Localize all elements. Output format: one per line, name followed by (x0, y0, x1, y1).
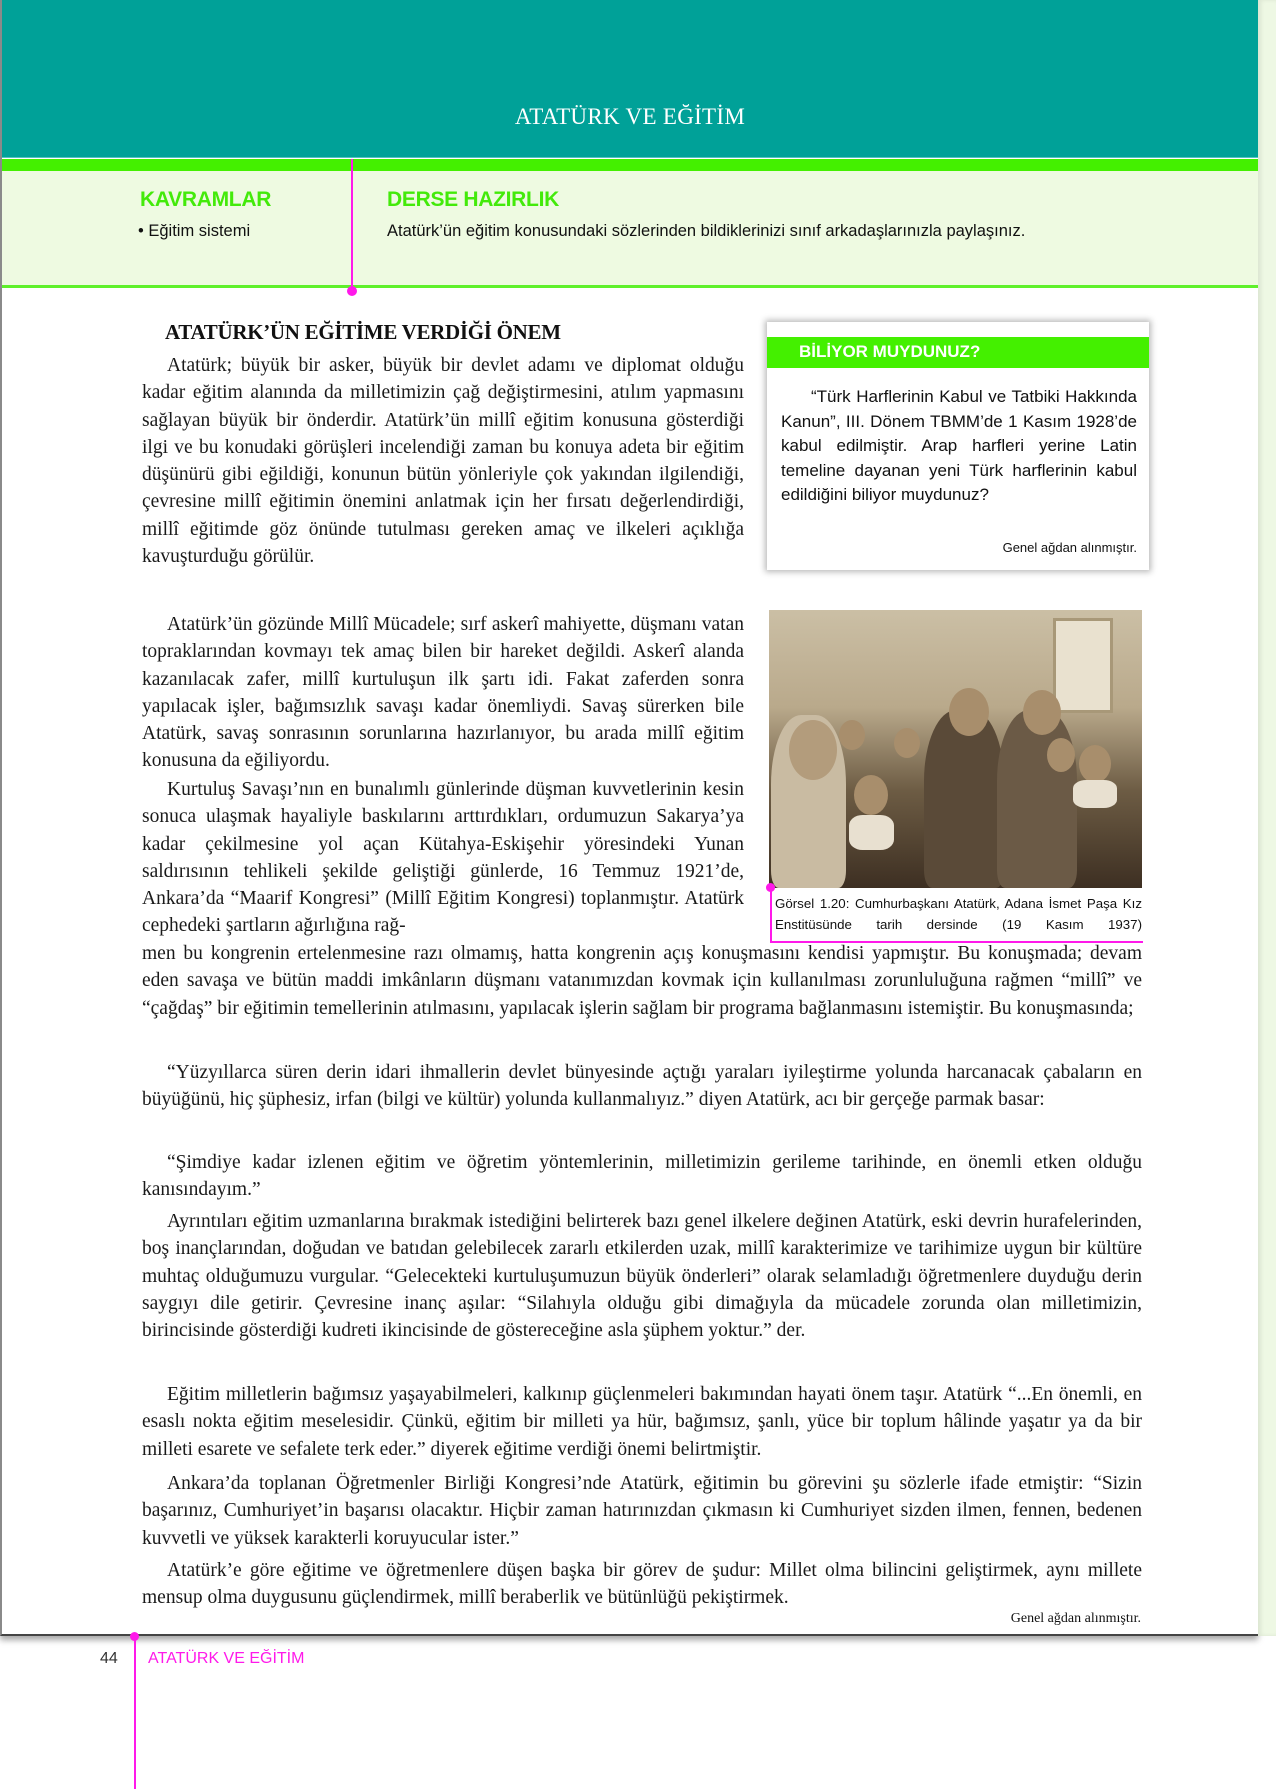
body-paragraph: Atatürk’e göre eğitime ve öğretmenlere düşen başka bir görev de şudur: Millet olma bilincini geliştirmek, aynı millete mensup olma duygusunu güçlendirmek, millî beraberlik ve bütünlüğü pekiştirmek. (142, 1560, 1142, 1609)
page-edge-strip (1258, 0, 1276, 1636)
lesson-prep-panel (2, 171, 1258, 288)
header-accent-bar (2, 159, 1258, 171)
photo-figure (854, 775, 888, 815)
panel-divider-dot (347, 286, 357, 296)
section-title: ATATÜRK’ÜN EĞİTİME VERDİĞİ ÖNEM (165, 320, 561, 344)
photo-figure (949, 688, 989, 736)
chapter-title: ATATÜRK VE EĞİTİM (514, 104, 746, 129)
chapter-header-band (2, 0, 1258, 158)
did-you-know-text: “Türk Harflerinin Kabul ve Tatbiki Hakkında Kanun”, III. Dönem TBMM’de 1 Kasım 1928’de kabul edilmiştir. Arap harfleri yerine Latin temeline dayanan yeni Türk harflerinin kabul edildiğini biliyor muydunuz? (781, 387, 1137, 504)
body-paragraph: Atatürk’ün gözünde Millî Mücadele; sırf askerî mahiyette, düşmanı vatan topraklarından kovmayı tek amaç bilen bir hareket değildi. Askerî alanda kazanılacak zafer, millî kurtuluşun ilk şartı idi. Fakat zaferden sonra yapılacak işler, bağımsızlık savaşı kadar önemliydi. Savaş sürerken bile Atatürk, savaş sonrasının sorunlarına hazırlanıyor, bu arada millî eğitim konusuna da eğiliyordu. (142, 614, 744, 772)
page-number: 44 (100, 1650, 118, 1667)
photo-figure (1073, 780, 1117, 808)
body-paragraph: Eğitim milletlerin bağımsız yaşayabilmeleri, kalkınıp güçlenmeleri bakımından hayati önem taşır. Atatürk “...En önemli, en esaslı nokta eğitim meselesidir. Çünkü, eğitim bir milleti ya hür, bağımsız, şanlı, yüce bir toplum hâlinde yaşatır ya da bir milleti esarete ve sefalete terk eder.” diyerek eğitime verdiği önemi belirtmiştir. (142, 1384, 1142, 1460)
section-source: Genel ağdan alınmıştır. (1010, 1611, 1141, 1626)
concepts-item: • Eğitim sistemi (138, 222, 251, 240)
photo-figure (924, 710, 1004, 888)
body-paragraph: Kurtuluş Savaşı’nın en bunalımlı günlerinde düşman kuvvetlerinin kesin sonuca ulaşmak hayaliyle baskılarını arttırdıkları, ordumuzun Sakarya’ya kadar çekilmesine yol açan Kütahya-Eskişehir yöresindeki Yunan saldırısının tehlikeli şekilde geliştiği günlerde, 16 Temmuz 1921’de, Ankara’da “Maarif Kongresi” (Millî Eğitim Kongresi) toplanmıştır. Atatürk cephedeki şartların ağırlığına rağ- (142, 779, 744, 937)
panel-divider-line (351, 159, 353, 290)
photo-figure (894, 728, 920, 758)
caption-frame-line (770, 941, 1143, 943)
body-paragraph: Ayrıntıları eğitim uzmanlarına bırakmak istediğini belirterek bazı genel ilkelere değinen Atatürk, eski devrin hurafelerinden, boş inançlarından, doğudan ve batıdan gelebilecek zararlı etkilerden uzak, millî karakterimize ve tarihimize uygun bir kültüre muhtaç olduğumuzu vurgular. “Gelecekteki kurtuluşumuzun büyük önderleri” olarak selamladığı öğretmenlere duyduğu derin saygıyı dile getirir. Çevresine inanç aşılar: “Silahıyla olduğu gibi dimağıyla da mücadele zorunda olan milletimizin, birincisinde gösterdiği kudreti ikincisinde de göstereceğine asla şüphem yoktur.” der. (142, 1211, 1142, 1342)
photo-caption: Görsel 1.20: Cumhurbaşkanı Atatürk, Adana İsmet Paşa Kız Enstitüsünde tarih dersinde (19 Kasım 1937) (775, 896, 1142, 932)
photo-figure (789, 720, 837, 780)
preparation-text: Atatürk’ün eğitim konusundaki sözlerinden bildiklerinizi sınıf arkadaşlarınızla paylaşınız. (387, 222, 1026, 240)
photo-window (1053, 618, 1113, 713)
did-you-know-title: BİLİYOR MUYDUNUZ? (799, 342, 981, 361)
did-you-know-source: Genel ağdan alınmıştır. (1002, 540, 1137, 555)
photo-figure (1023, 690, 1061, 735)
quote-paragraph: “Şimdiye kadar izlenen eğitim ve öğretim yöntemlerinin, milletimizin gerileme tarihinde, en önemli etken olduğu kanısındayım.” (142, 1152, 1142, 1201)
did-you-know-box (767, 322, 1149, 570)
quote-paragraph: “Yüzyıllarca süren derin idari ihmallerin devlet bünyesinde açtığı yaraları iyileştirme yolunda harcanacak çabaların en büyüğünü, hiç şüphesiz, irfan (bilgi ve kültür) yolunda kullanmalıyız.” diyen Atatürk, acı bir gerçeğe parmak basar: (142, 1062, 1142, 1111)
historical-photo (769, 610, 1142, 888)
photo-figure (1047, 738, 1075, 772)
body-paragraph: Ankara’da toplanan Öğretmenler Birliği Kongresi’nde Atatürk, eğitimin bu görevini şu sözlerle ifade etmiştir: “Sizin başarınız, Cumhuriyet’in başarısı olacaktır. Hiçbir zaman hatırınızdan çıkmasın ki Cumhuriyet sizden ilmen, fennen, bedenen kuvvetli ve yüksek karakterli koruyucular ister.” (142, 1473, 1142, 1549)
footer-divider-line (134, 1636, 136, 1789)
photo-figure (997, 710, 1077, 888)
preparation-heading: DERSE HAZIRLIK (387, 188, 559, 211)
body-paragraph: Atatürk; büyük bir asker, büyük bir devlet adamı ve diplomat olduğu kadar eğitim alanında da milletimizin çağ değiştirmesini, atılım yapmasını sağlayan büyük bir önderdir. Atatürk’ün millî eğitim konusuna gösterdiği ilgi ve bu konudaki görüşleri incelendiği zaman bu konuya adeta bir eğitim düşünürü gibi eğildiği, konunun bütün yönleriyle çok yakından ilgilendiği, çevresine millî eğitimin önemini anlatmak için her fırsatı değerlendirdiği, millî eğitimde göz önünde tutulması gereken amaç ve ilkeleri açıklığa kavuşturduğu görülür. (142, 355, 744, 568)
caption-frame-line (770, 887, 772, 943)
photo-figure (839, 720, 865, 750)
photo-figure (849, 815, 894, 850)
body-paragraph: men bu kongrenin ertelenmesine razı olmamış, hatta kongrenin açış konuşmasını kendisi yapmıştır. Bu konuşmada; devam eden savaşa ve bütün maddi imkânların düşmanı vatanımızdan kovmak için kullanılması zorunluluğuna rağmen “millî” ve “çağdaş” bir eğitimin temellerinin atılmasını, yapılacak işlerin sağlam bir programa bağlanmasını istemiştir. Bu konuşmasında; (142, 943, 1142, 1019)
did-you-know-header (767, 337, 1149, 368)
concepts-heading: KAVRAMLAR (140, 188, 272, 211)
photo-figure (1079, 745, 1111, 783)
footer-chapter-title: ATATÜRK VE EĞİTİM (148, 1650, 305, 1667)
